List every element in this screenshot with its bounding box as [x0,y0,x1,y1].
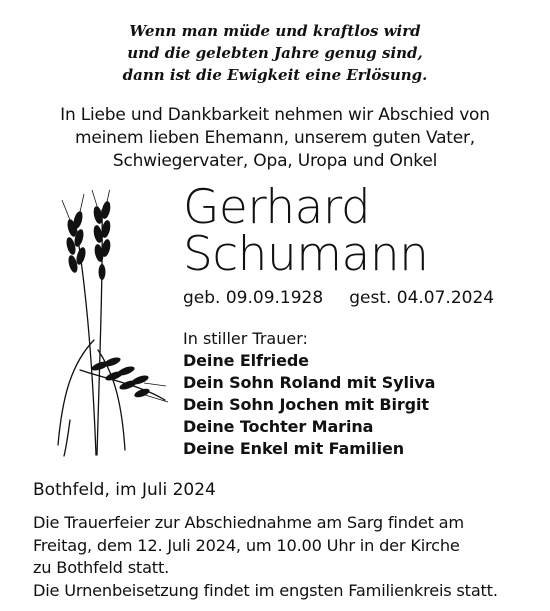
intro-text [0,104,550,173]
life-dates [183,287,494,309]
intro-line: Schwiegervater, Opa, Uropa und Onkel [112,151,438,171]
service-line: Die Trauerfeier zur Abschiednahme am Sarg findet am [33,513,464,532]
mourners-block [183,328,435,460]
deceased-name [183,180,429,282]
poem-line: Wenn man müde und kraftlos wird [129,22,421,40]
intro-line: In Liebe und Dankbarkeit nehmen wir Abschied von [60,105,490,125]
death-date: gest. 04.07.2024 [349,288,495,308]
mourner-name: Dein Sohn Jochen mit Birgit [183,395,429,414]
mourners-heading: In stiller Trauer: [183,329,308,348]
service-line: zu Bothfeld statt. [33,558,170,577]
first-name: Gerhard [183,180,371,235]
birth-date: geb. 09.09.1928 [183,288,324,308]
place-and-date: Bothfeld, im Juli 2024 [33,480,216,500]
service-line: Freitag, dem 12. Juli 2024, um 10.00 Uhr in der Kirche [33,535,460,555]
poem [0,20,550,86]
service-line: Die Urnenbeisetzung findet im engsten Familienkreis statt. [33,580,498,600]
mourner-name: Deine Tochter Marina [183,417,374,436]
intro-line: meinem lieben Ehemann, unserem guten Vater, [75,128,475,148]
mourner-name: Deine Enkel mit Familien [183,439,404,458]
mourner-name: Deine Elfriede [183,351,309,370]
last-name: Schumann [183,227,429,282]
poem-line: dann ist die Ewigkeit eine Erlösung. [122,66,428,84]
service-info [33,512,498,602]
mourner-name: Dein Sohn Roland mit Syliva [183,373,436,392]
poem-line: und die gelebten Jahre genug sind, [127,44,423,62]
wheat-ears-icon [40,190,175,460]
